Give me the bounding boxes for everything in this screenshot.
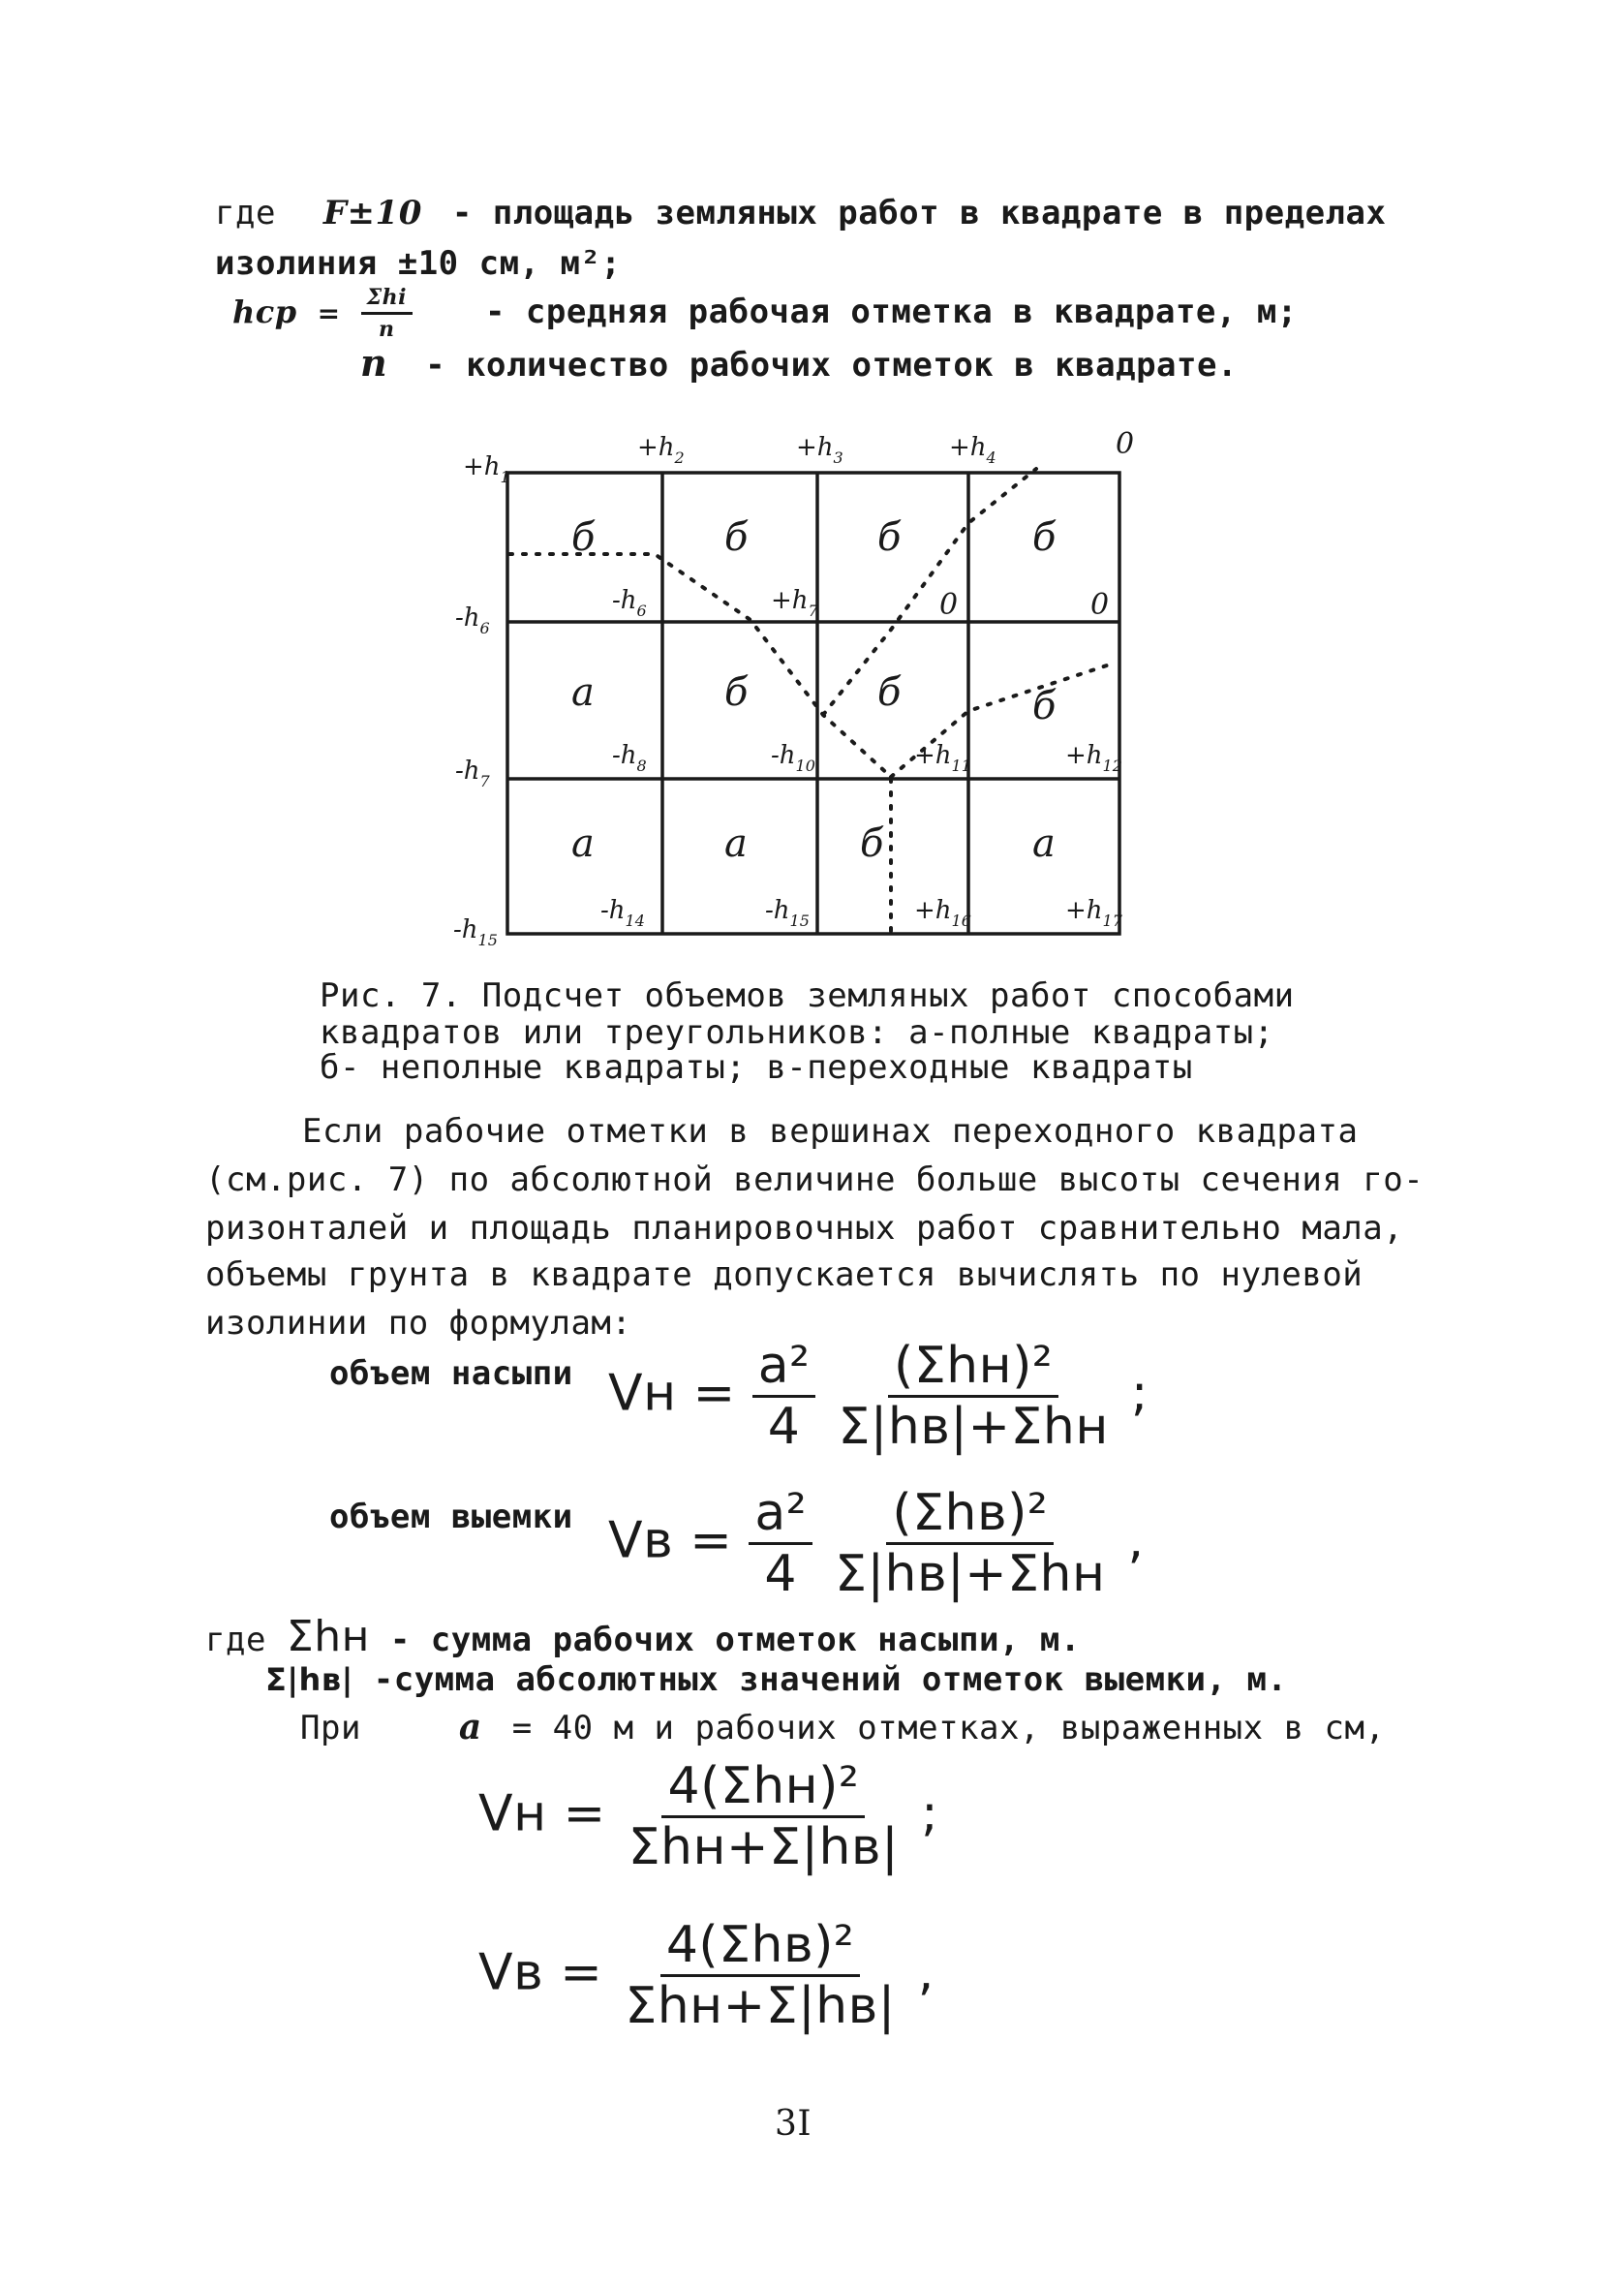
cell-letter-r3c2: а	[724, 821, 748, 866]
paragraph-line-3: ризонталей и площадь планировочных работ сравнительно мала,	[205, 1209, 1404, 1248]
legend-line-4	[360, 341, 1238, 385]
paragraph-line-4: объемы грунта в квадрате допускается вычислять по нулевой	[205, 1255, 1364, 1294]
formula1	[608, 1337, 1149, 1456]
label-r3a: $-h_{14}$	[600, 896, 645, 930]
cell-letter-r1c2: б	[724, 515, 749, 560]
cell-letter-r3c3: б	[860, 821, 884, 866]
caption-line-2: квадратов или треугольников: а-полные квадраты;	[320, 1013, 1274, 1052]
legend-hcp-text: - средняя рабочая отметка в квадрате, м;	[484, 293, 1298, 331]
label-h6-left: $-h_6$	[455, 603, 490, 637]
legend-n-symbol: n	[360, 341, 388, 385]
zero-isolines	[509, 469, 1116, 932]
formula3-main: $\frac{\text{4(Σhн)²}}{\text{Σhн+Σ|hв|}}$	[628, 1757, 900, 1876]
legend-f-symbol: F±10	[322, 194, 422, 232]
at-pri: При	[300, 1709, 361, 1747]
formula4-main: $\frac{\text{4(Σhв)²}}{\text{Σhн+Σ|hв|}}$	[625, 1916, 896, 2035]
cell-letter-r2c4: б	[1032, 684, 1057, 728]
label-r2c: $+h_{11}$	[914, 741, 971, 775]
label-h4: $+h_4$	[949, 433, 996, 467]
cell-letter-r1c4: б	[1032, 515, 1057, 560]
formula2	[608, 1484, 1145, 1603]
cell-letter-r2c2: б	[724, 670, 749, 715]
legend-gde: где	[215, 194, 276, 232]
label-r2b: $-h_{10}$	[771, 741, 815, 775]
legend-line-2	[215, 244, 621, 283]
cell-letter-r2c1: а	[571, 670, 595, 715]
caption-line-1: Рис. 7. Подсчет объемов земляных работ способами	[320, 976, 1295, 1015]
formula4-tail: ,	[917, 1943, 935, 2002]
formula1-label: объем насыпи	[329, 1354, 573, 1393]
where-sum-hv-text: -сумма абсолютных значений отметок выемки, м.	[373, 1660, 1288, 1699]
formula4-lhs: Vв =	[478, 1943, 603, 2002]
where-gde: где	[205, 1621, 266, 1659]
where-line-2	[265, 1660, 1287, 1699]
formula2-label: объем выемки	[329, 1498, 573, 1536]
formula2-coef: $\frac{\text{a²}}{4}$	[749, 1488, 812, 1599]
label-r1a: $-h_6$	[612, 586, 647, 620]
cell-letter-r3c1: а	[571, 821, 595, 866]
zero-isoline-right	[891, 663, 1116, 777]
label-r3c: $+h_{16}$	[914, 896, 971, 930]
at-line	[300, 1707, 1385, 1747]
label-h15-left: $-h_{15}$	[453, 915, 498, 949]
legend-hcp-symbol: hср	[232, 294, 297, 330]
zero-isoline-left	[509, 554, 891, 777]
label-r1d: 0	[1090, 588, 1110, 622]
legend-f-text: - площадь земляных работ в квадрате в пределах	[451, 194, 1387, 232]
label-r2a: $-h_8$	[612, 741, 647, 775]
label-r1c: 0	[939, 588, 959, 622]
paragraph-line-5: изолинии по формулам:	[205, 1304, 632, 1343]
formula3	[478, 1757, 939, 1876]
formula1-lhs: Vн =	[608, 1364, 736, 1423]
label-h7-left: $-h_7$	[455, 757, 490, 790]
page-number: 3I	[775, 2104, 812, 2144]
label-r1b: $+h_7$	[771, 586, 818, 620]
cell-letter-r2c3: б	[877, 670, 902, 715]
where-line-1	[205, 1612, 1081, 1661]
formula2-tail: ,	[1127, 1511, 1145, 1570]
label-zero-top: 0	[1116, 427, 1135, 461]
paragraph-line-1: Если рабочие отметки в вершинах переходного квадрата	[302, 1112, 1359, 1151]
legend-line-3: hср = $\frac{\text{Σhi}}{n}$ - средняя рабочая отметка в квадрате, м;	[232, 285, 1298, 342]
label-r2d: $+h_{12}$	[1065, 741, 1122, 775]
caption-line-3: б- неполные квадраты; в-переходные квадраты	[320, 1048, 1193, 1087]
label-h3: $+h_3$	[796, 433, 843, 467]
legend-hcp-fraction: $\frac{\text{Σhi}}{n}$	[361, 287, 413, 340]
where-sum-hv: Σ|hв|	[265, 1661, 353, 1698]
label-h2: $+h_2$	[637, 433, 685, 467]
grid-border	[507, 473, 1119, 934]
grid-lines	[507, 473, 1119, 934]
at-text: = 40 м и рабочих отметках, выраженных в см,	[511, 1709, 1386, 1747]
formula3-tail: ;	[921, 1784, 939, 1843]
paragraph-line-2: (см.рис. 7) по абсолютной величине больше высоты сечения го-	[205, 1160, 1425, 1199]
cell-letter-r1c1: б	[571, 515, 596, 560]
formula2-main: $\frac{\text{(Σhв)²}}{\text{Σ|hв|+Σhн}}$	[835, 1484, 1106, 1603]
label-h1: $+h_1$	[463, 452, 510, 486]
label-r3d: $+h_{17}$	[1065, 896, 1122, 930]
cell-letter-r1c3: б	[877, 515, 902, 560]
cell-letter-r3c4: а	[1032, 821, 1056, 866]
formula4	[478, 1916, 935, 2035]
at-a-symbol: a	[458, 1707, 482, 1747]
formula3-lhs: Vн =	[478, 1784, 606, 1843]
legend-n-text: - количество рабочих отметок в квадрате.	[425, 346, 1238, 385]
legend-line-1	[215, 194, 1386, 232]
where-sum-hn-text: - сумма рабочих отметок насыпи, м.	[389, 1621, 1081, 1659]
zero-isoline-diagonal	[823, 469, 1036, 715]
formula1-coef: $\frac{\text{a²}}{4}$	[752, 1341, 816, 1452]
formula2-lhs: Vв =	[608, 1511, 733, 1570]
label-r3b: $-h_{15}$	[765, 896, 810, 930]
where-sum-hn: Σhн	[286, 1612, 370, 1661]
formula1-tail: ;	[1130, 1364, 1149, 1423]
formula1-main: $\frac{\text{(Σhн)²}}{\text{Σ|hв|+Σhн}}$	[838, 1337, 1109, 1456]
legend-isoline-text: изолиния ±10 см, м²;	[215, 244, 622, 283]
